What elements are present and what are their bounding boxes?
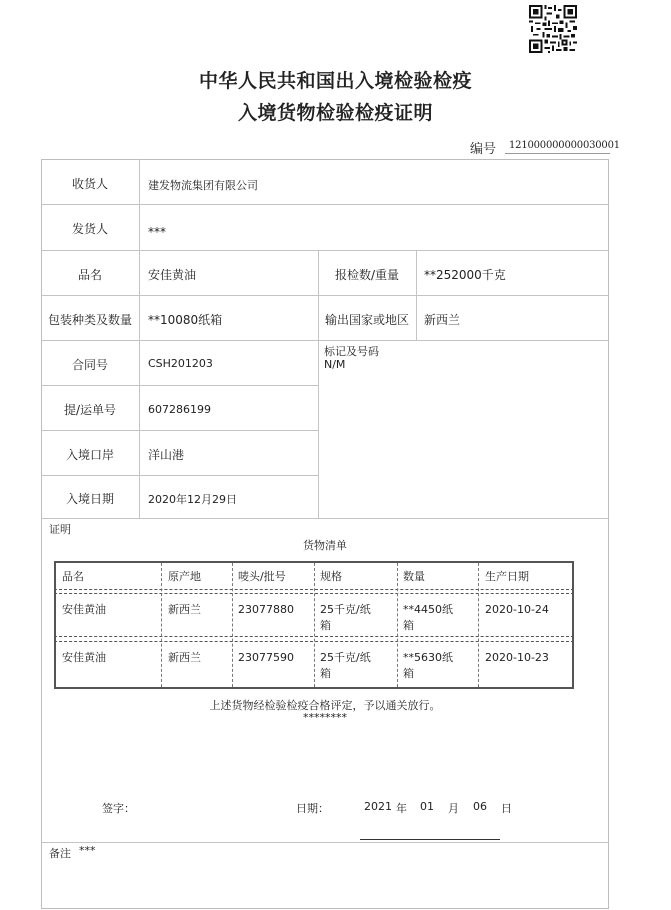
date-month-unit: 月: [448, 802, 459, 815]
row-divider: [41, 295, 609, 296]
goods-header-origin: 原产地: [168, 570, 201, 583]
goods-row2-quantity-cont: 箱: [403, 667, 414, 680]
remarks-value: ***: [79, 844, 96, 857]
goods-col-divider: [478, 563, 479, 687]
goods-row2-name: 安佳黄油: [62, 651, 106, 664]
row-divider: [41, 385, 318, 386]
row-divider: [41, 518, 609, 519]
goods-row2-quantity: **5630纸: [403, 651, 453, 664]
row-divider: [41, 250, 609, 251]
goods-row2-spec-cont: 箱: [320, 667, 331, 680]
consignor-value: ***: [148, 225, 166, 239]
qr-code: [529, 5, 577, 53]
row-divider: [41, 842, 609, 843]
bill-label: 提/运单号: [63, 403, 117, 417]
date-month: 01: [420, 800, 434, 813]
goods-header-date: 生产日期: [485, 570, 529, 583]
quantity-value: **252000千克: [424, 268, 506, 282]
product-value: 安佳黄油: [148, 268, 197, 282]
document-title-line1: 中华人民共和国出入境检验检疫: [198, 70, 472, 92]
packing-value: **10080纸箱: [148, 313, 223, 327]
goods-col-divider: [232, 563, 233, 687]
goods-header-name: 品名: [62, 570, 84, 583]
col-divider: [139, 159, 140, 518]
entry-date-value: 2020年12月29日: [148, 493, 237, 506]
clearance-statement: 上述货物经检验检疫合格评定，予以通关放行。: [209, 699, 441, 712]
statement-stars: ********: [303, 711, 347, 724]
goods-row1-spec-cont: 箱: [320, 619, 331, 632]
col-divider: [416, 250, 417, 340]
port-label: 入境口岸: [65, 448, 114, 462]
signature-label: 签字：: [102, 802, 135, 815]
goods-row2-spec: 25千克/纸: [320, 651, 371, 664]
row-divider: [41, 475, 318, 476]
goods-row2-origin: 新西兰: [168, 651, 201, 664]
goods-table-rule: [54, 687, 574, 689]
goods-header-spec: 规格: [320, 570, 342, 583]
goods-col-divider: [161, 563, 162, 687]
row-divider: [41, 340, 609, 341]
packing-label: 包装种类及数量: [47, 313, 132, 327]
goods-col-divider: [397, 563, 398, 687]
consignor-label: 发货人: [71, 222, 108, 236]
goods-row1-spec: 25千克/纸: [320, 603, 371, 616]
date-day-unit: 日: [501, 802, 512, 815]
contract-label: 合同号: [71, 358, 108, 372]
goods-row1-batch: 23077880: [238, 603, 294, 616]
date-year: 2021: [364, 800, 392, 813]
goods-list-title: 货物清单: [303, 539, 347, 552]
goods-row1-origin: 新西兰: [168, 603, 201, 616]
product-label: 品名: [77, 268, 102, 282]
certificate-section-label: 证明: [49, 523, 71, 536]
port-value: 洋山港: [148, 448, 185, 462]
quantity-label: 报检数/重量: [334, 268, 400, 282]
row-divider: [41, 204, 609, 205]
goods-row1-date: 2020-10-24: [485, 603, 549, 616]
marks-label: 标记及号码: [324, 345, 379, 358]
cert-number-underline: [505, 153, 610, 154]
origin-country-label: 输出国家或地区: [324, 313, 409, 327]
goods-header-quantity: 数量: [403, 570, 425, 583]
consignee-value: 建发物流集团有限公司: [148, 179, 258, 192]
entry-date-label: 入境日期: [65, 492, 114, 506]
date-year-unit: 年: [396, 802, 407, 815]
goods-row1-name: 安佳黄油: [62, 603, 106, 616]
goods-row1-quantity-cont: 箱: [403, 619, 414, 632]
goods-row2-batch: 23077590: [238, 651, 294, 664]
date-label: 日期：: [296, 802, 329, 815]
origin-country-value: 新西兰: [424, 313, 461, 327]
goods-row2-date: 2020-10-23: [485, 651, 549, 664]
bill-value: 607286199: [148, 403, 211, 416]
date-day: 06: [473, 800, 487, 813]
cert-number-value: 121000000000030001: [509, 140, 620, 151]
contract-value: CSH201203: [148, 357, 213, 370]
col-divider: [318, 250, 319, 518]
goods-row1-quantity: **4450纸: [403, 603, 453, 616]
marks-value: N/M: [324, 358, 346, 371]
goods-col-divider: [314, 563, 315, 687]
goods-header-batch: 唛头/批号: [238, 570, 286, 583]
signature-underline: [360, 839, 500, 840]
cert-number-label: 编号: [470, 142, 497, 157]
row-divider: [41, 430, 318, 431]
consignee-label: 收货人: [71, 177, 108, 191]
remarks-label: 备注: [49, 847, 71, 860]
document-title-line2: 入境货物检验检疫证明: [237, 102, 433, 124]
